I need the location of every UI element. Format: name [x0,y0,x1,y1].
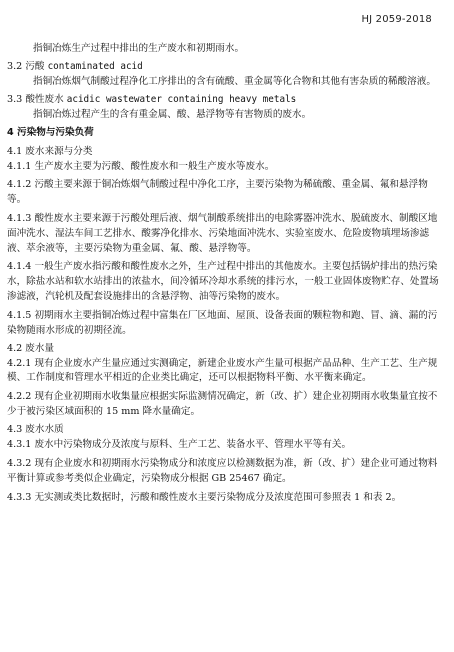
paragraph-4-2-1: 4.2.1 现有企业废水产生量应通过实测确定，新建企业废水产生量可根据产品品种、生产工艺、生产规模、工作制度和管理水平相近的企业类比确定，还可以根据物料平衡、水平衡来确定。 [7,357,438,384]
term-english: acidic wastewater containing heavy metals [66,94,297,106]
term-english: contaminated acid [47,61,143,73]
section-4-1-heading: 4.1 废水来源与分类 [7,145,93,157]
paragraph-4-3-3: 4.3.3 无实测或类比数据时，污酸和酸性废水主要污染物成分及浓度范围可参照表 1 和表 2。 [7,491,402,503]
paragraph-4-1-5: 4.1.5 初期雨水主要指铜冶炼过程中富集在厂区地面、屋顶、设备表面的颗粒物和跑、冒、滴、漏的污染物随雨水形成的初期径流。 [7,309,438,336]
paragraph-4-3-2: 4.3.2 现有企业废水和初期雨水污染物成分和浓度应以检测数据为准，新（改、扩）建企业可通过物料平衡计算或参考类似企业确定，污染物成分根据 GB 25467 确定。 [7,457,438,484]
term-3-2-heading [7,60,442,75]
paragraph-4-1-3: 4.1.3 酸性废水主要来源于污酸处理后液、烟气制酸系统排出的电除雾器冲洗水、脱硫废水、制酸区地面冲洗水、湿法车间工艺排水、酸雾净化排水、污染地面冲洗水、实验室废水、危险废物填埋场渗滤液、萃余液等，主要污染物为重金属、氟、酸、悬浮物等。 [7,212,438,254]
standard-code: HJ 2059-2018 [361,14,432,25]
section-4-3-heading: 4.3 废水水质 [7,424,64,436]
term-number: 3.2 [7,61,23,73]
term-3-3-heading [7,93,442,108]
paragraph-3-1-definition: 指铜冶炼生产过程中排出的生产废水和初期雨水。 [33,43,245,54]
section-4-heading: 4 污染物与污染负荷 [7,127,94,139]
paragraph-4-1-1: 4.1.1 生产废水主要为污酸、酸性废水和一般生产废水等废水。 [7,160,275,172]
term-number: 3.3 [7,94,23,106]
term-chinese: 酸性废水 [25,94,64,106]
term-chinese: 污酸 [25,61,45,73]
paragraph-4-3-1: 4.3.1 废水中污染物成分及浓度与原料、生产工艺、装备水平、管理水平等有关。 [7,439,352,451]
paragraph-4-1-4: 4.1.4 一般生产废水指污酸和酸性废水之外，生产过程中排出的其他废水。主要包括锅炉排出的热污染水，除盐水站和软水站排出的浓盐水，间冷循环冷却水系统的排污水，一般工业固体废物贮存、处置场渗滤液，汽轮机及配套设施排出的含悬浮物、油等污染物的废水。 [7,261,439,302]
paragraph-4-1-2: 4.1.2 污酸主要来源于铜冶炼烟气制酸过程中净化工序，主要污染物为稀硫酸、重金属、氟和悬浮物等。 [7,179,428,206]
document-body [7,42,442,505]
section-4-2-heading: 4.2 废水量 [7,342,55,354]
term-3-2-definition: 指铜冶炼烟气制酸过程净化工序排出的含有硫酸、重金属等化合物和其他有害杂质的稀酸溶液。 [33,76,436,88]
term-3-3-definition: 指铜冶炼过程产生的含有重金属、酸、悬浮物等有害物质的废水。 [33,109,312,121]
paragraph-4-2-2: 4.2.2 现有企业初期雨水收集量应根据实际监测情况确定，新（改、扩）建企业初期雨水收集量宜按不少于被污染区域面积的 15 mm 降水量确定。 [7,391,438,418]
